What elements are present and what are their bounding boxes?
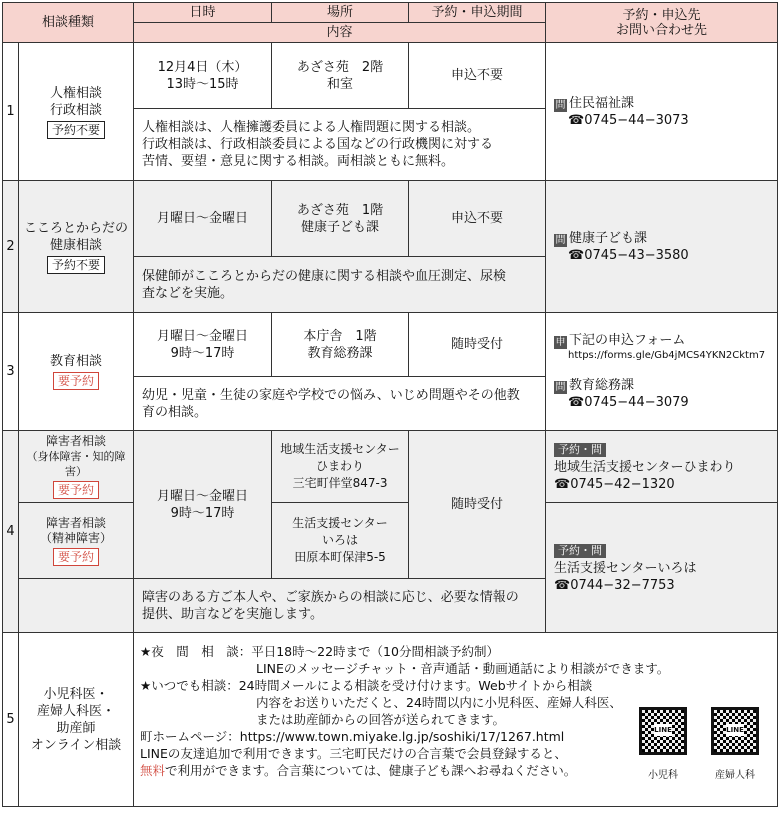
header-kind: 相談種類 xyxy=(3,3,134,43)
online-consultation-detail: ★夜 間 相 談：平日18時～22時まで（10分間相談予約制） LINEのメッセージチャット・音声通話・動画通話により相談ができます。 ★いつでも相談：24時間メールによる相談を受け付けます。Webサイトから相談 内容をお送りいただくと、24時間以内に小児科医、産婦人科医、 または助産師からの回答が送られてきます。 町ホームページ：https://www.town.miyake.lg.jp/soshiki/17/1267.html LINEの友達追加で利用できます。三宅町民だけの合言葉で会員登録すると、 無料で利用ができます。合言葉については、健康子ども課へお尋ねください。 LINE 産婦人科 LINE 小児科 xyxy=(134,633,778,807)
header-date: 日時 xyxy=(134,3,272,23)
kind-cell: 人権相談 行政相談 予約不要 xyxy=(19,43,134,181)
no-reservation-badge: 予約不要 xyxy=(47,121,105,139)
qr-obstetrics[interactable]: LINE 小児科 xyxy=(639,707,687,784)
description: 幼児・児童・生徒の家庭や学校での悩み、いじめ問題やその他教 育の相談。 xyxy=(134,377,546,431)
place-cell: 本庁舎 1階 教育総務課 xyxy=(272,313,409,377)
reserve-inquiry-tag: 予約・問 xyxy=(554,544,606,558)
phone-number: ☎0744−32−7753 xyxy=(554,577,675,593)
description: 障害のある方ご本人や、ご家族からの相談に応じ、必要な情報の 提供、助言などを実施します。 xyxy=(134,579,546,633)
phone-number: ☎0745−44−3073 xyxy=(568,112,689,128)
place-cell: 地域生活支援センター ひまわり 三宅町伴堂847-3 xyxy=(272,431,409,503)
kind-cell: 教育相談 要予約 xyxy=(19,313,134,431)
row-number: 5 xyxy=(3,633,19,807)
description: 保健師がこころとからだの健康に関する相談や血圧測定、尿検 査などを実施。 xyxy=(134,257,546,313)
period-cell: 申込不要 xyxy=(409,43,546,109)
contact-cell: 予約・問 地域生活支援センターひまわり ☎0745−42−1320 xyxy=(546,431,778,503)
header-content: 内容 xyxy=(134,23,546,43)
row-number: 1 xyxy=(3,43,19,181)
period-cell: 随時受付 xyxy=(409,313,546,377)
contact-cell: 申 下記の申込フォーム https://forms.gle/Gb4jMCS4YKN2Cktm7 問 教育総務課 ☎0745−44−3079 xyxy=(546,313,778,431)
row-number: 3 xyxy=(3,313,19,431)
reserve-inquiry-tag: 予約・問 xyxy=(554,443,606,457)
inquiry-icon: 問 xyxy=(555,382,566,393)
qr-pediatrics[interactable]: LINE 産婦人科 xyxy=(711,707,759,784)
header-period: 予約・申込期間 xyxy=(409,3,546,23)
place-cell: 生活支援センター いろは 田原本町保津5-5 xyxy=(272,503,409,579)
date-cell: 12月4日（木） 13時～15時 xyxy=(134,43,272,109)
row-number: 2 xyxy=(3,181,19,313)
date-cell: 月曜日～金曜日 9時～17時 xyxy=(134,431,272,579)
inquiry-icon: 問 xyxy=(555,99,566,111)
phone-number: ☎0745−42−1320 xyxy=(554,476,675,492)
row-number: 4 xyxy=(3,431,19,633)
period-cell: 随時受付 xyxy=(409,431,546,579)
no-reservation-badge: 予約不要 xyxy=(47,256,105,274)
contact-cell: 問 健康子ども課 ☎0745−43−3580 xyxy=(546,181,778,313)
reservation-required-badge: 要予約 xyxy=(53,548,99,566)
free-text: 無料 xyxy=(140,763,166,778)
kind-cell: 障害者相談 （身体障害・知的障害） 要予約 xyxy=(19,431,134,503)
period-cell: 申込不要 xyxy=(409,181,546,257)
header-contact: 予約・申込先 お問い合わせ先 xyxy=(546,3,778,43)
inquiry-icon: 問 xyxy=(555,234,566,246)
homepage-link[interactable]: https://www.town.miyake.lg.jp/soshiki/17/1267.html xyxy=(239,729,565,744)
consultation-table xyxy=(2,2,778,807)
kind-cell: こころとからだの 健康相談 予約不要 xyxy=(19,181,134,313)
apply-icon: 申 xyxy=(555,337,566,348)
apply-form-link[interactable]: https://forms.gle/Gb4jMCS4YKN2Cktm7 xyxy=(568,350,766,361)
date-cell: 月曜日～金曜日 9時～17時 xyxy=(134,313,272,377)
contact-cell: 予約・問 生活支援センターいろは ☎0744−32−7753 xyxy=(546,503,778,633)
contact-cell: 問 住民福祉課 ☎0745−44−3073 xyxy=(546,43,778,181)
date-cell: 月曜日～金曜日 xyxy=(134,181,272,257)
place-cell: あざさ苑 2階 和室 xyxy=(272,43,409,109)
phone-number: ☎0745−43−3580 xyxy=(568,247,689,263)
place-cell: あざさ苑 1階 健康子ども課 xyxy=(272,181,409,257)
phone-number: ☎0745−44−3079 xyxy=(568,395,689,410)
kind-cell: 小児科医・ 産婦人科医・ 助産師 オンライン相談 xyxy=(19,633,134,807)
header-place: 場所 xyxy=(272,3,409,23)
kind-cell: 障害者相談 （精神障害） 要予約 xyxy=(19,503,134,579)
description: 人権相談は、人権擁護委員による人権問題に関する相談。 行政相談は、行政相談委員による国などの行政機関に対する 苦情、要望・意見に関する相談。両相談ともに無料。 xyxy=(134,109,546,181)
reservation-required-badge: 要予約 xyxy=(53,372,99,390)
qr-code-icon: LINE xyxy=(711,707,759,755)
reservation-required-badge: 要予約 xyxy=(53,481,99,499)
qr-code-icon: LINE xyxy=(639,707,687,755)
